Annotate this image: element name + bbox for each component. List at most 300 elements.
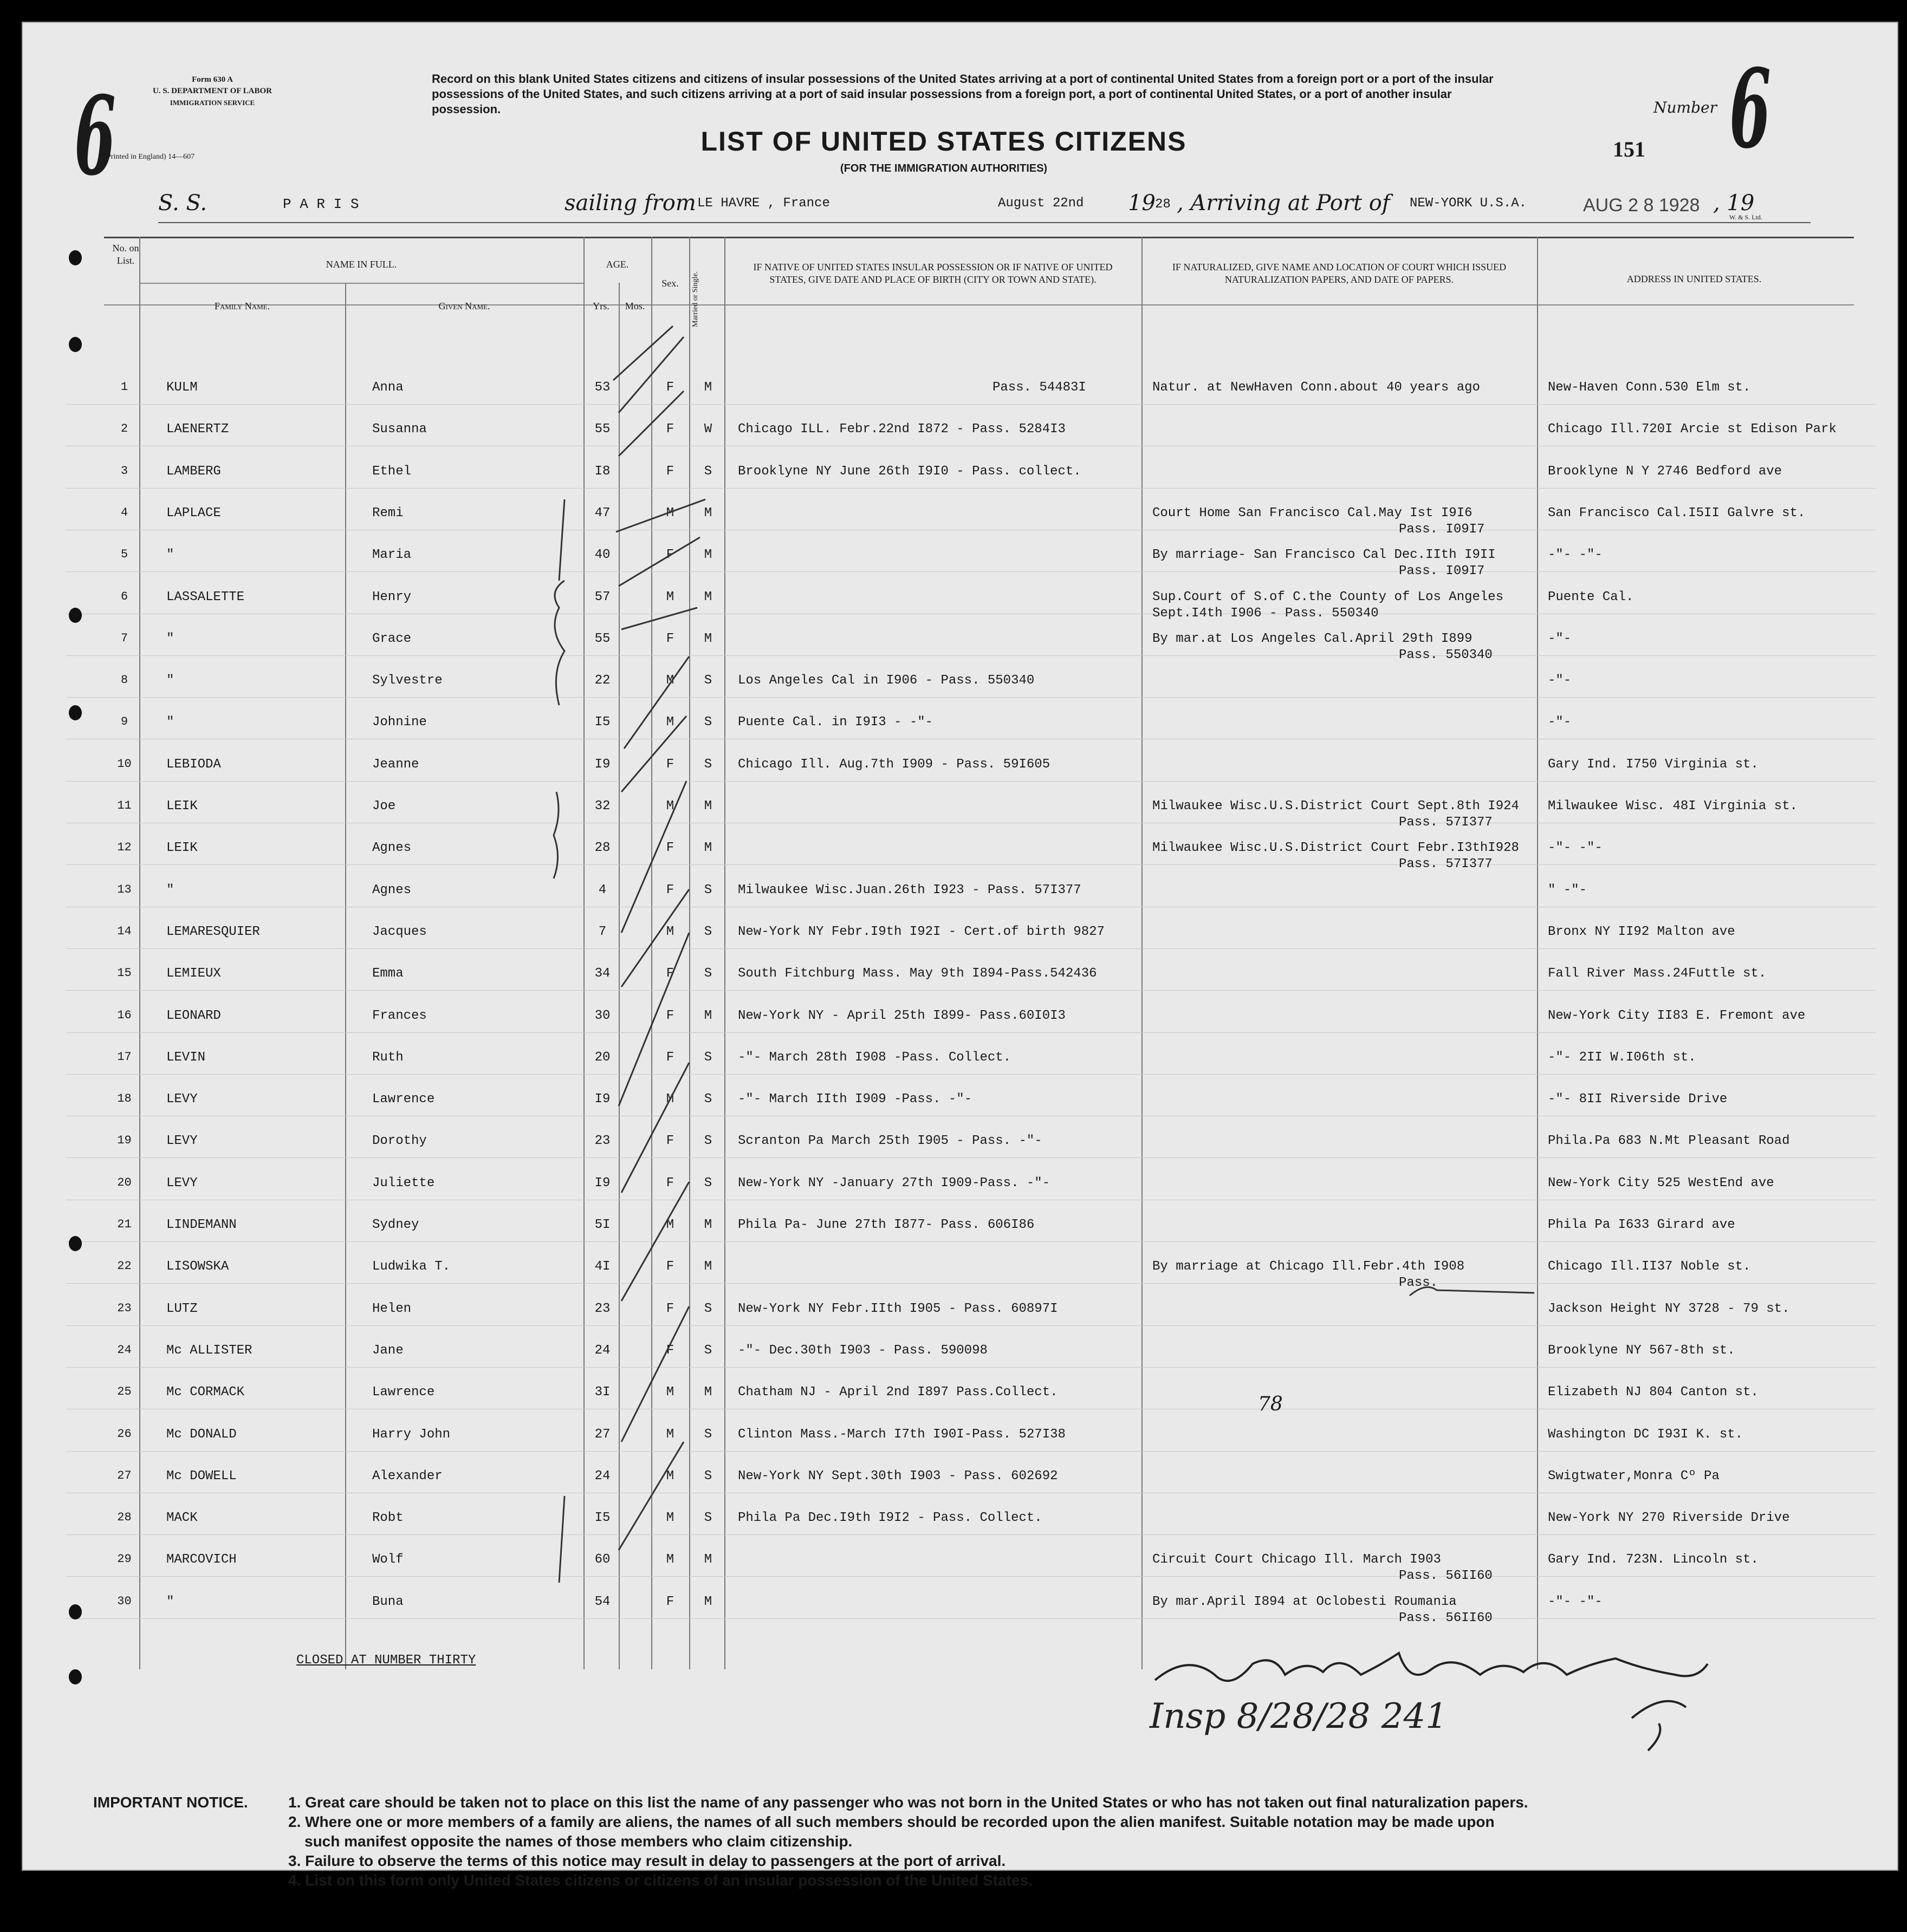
row-number: 11 (117, 799, 132, 812)
naturalization-pass: Pass. 56II60 (1399, 1610, 1493, 1625)
row-number: 4 (120, 505, 128, 519)
header-age: AGE. (606, 259, 629, 270)
age-years: 22 (594, 673, 611, 688)
marital-status: S (704, 1175, 712, 1191)
sailing-date: August 22nd (998, 196, 1084, 211)
binder-hole (69, 1669, 82, 1684)
family-name: LEMIEUX (166, 966, 221, 981)
row-number: 29 (117, 1552, 132, 1566)
sex: M (666, 505, 674, 521)
given-name: Henry (372, 589, 412, 604)
row-number: 15 (117, 966, 132, 980)
family-name: Mc ALLISTER (166, 1343, 252, 1358)
notice-item: such manifest opposite the names of those members who claim citizenship. (304, 1833, 853, 1850)
us-address: Gary Ind. 723N. Lincoln st. (1548, 1552, 1759, 1567)
birth-info: Pass. 54483I (993, 380, 1086, 395)
arriving-label: , Arriving at Port of (1177, 191, 1390, 216)
inspection-date: Insp 8/28/28 241 (1150, 1696, 1448, 1736)
question-mark-scribble (1404, 1279, 1540, 1301)
col-divider-family (345, 283, 346, 1669)
given-name: Ethel (372, 464, 412, 479)
birth-info: Chatham NJ - April 2nd I897 Pass.Collect. (738, 1385, 1058, 1400)
given-name: Lawrence (372, 1092, 435, 1107)
us-address: -"- (1548, 715, 1572, 730)
row-number: 28 (117, 1511, 132, 1525)
printed-note: Printed in England) 14—607 (107, 153, 195, 161)
header-address: ADDRESS IN UNITED STATES. (1626, 274, 1762, 284)
us-address: New-Haven Conn.530 Elm st. (1548, 380, 1751, 395)
age-years: 34 (594, 966, 611, 981)
us-address: Bronx NY II92 Malton ave (1548, 924, 1735, 939)
row-rule (66, 1157, 1876, 1158)
family-name: LUTZ (166, 1301, 198, 1316)
row-rule (66, 1534, 1876, 1535)
sex: F (666, 1301, 674, 1316)
family-name: Mc DOWELL (166, 1468, 237, 1484)
row-rule (66, 864, 1876, 865)
us-address: Elizabeth NJ 804 Canton st. (1548, 1385, 1759, 1400)
row-number: 6 (120, 589, 128, 603)
marital-status: S (704, 1468, 712, 1484)
birth-info: New-York NY Febr.IIth I905 - Pass. 60897I (738, 1301, 1058, 1316)
row-number: 12 (117, 841, 132, 855)
big-number-left: 6 (74, 73, 116, 200)
binder-hole (69, 705, 82, 720)
naturalization-info: Circuit Court Chicago Ill. March I903 (1152, 1552, 1441, 1567)
sex: M (666, 1385, 674, 1400)
family-name: LAPLACE (166, 505, 221, 521)
notice-item: 3. Failure to observe the terms of this notice may result in delay to passengers at the port of arrival. (288, 1852, 1006, 1869)
naturalization-pass: Pass. 57I377 (1399, 815, 1493, 830)
col-divider-naturalized (1537, 237, 1538, 1669)
row-rule (66, 948, 1876, 949)
name-header-divider (139, 283, 583, 284)
us-address: Brooklyne N Y 2746 Bedford ave (1548, 464, 1782, 479)
birth-info: South Fitchburg Mass. May 9th I894-Pass.542436 (738, 966, 1097, 981)
sailing-from: LE HAVRE , France (697, 196, 830, 211)
voyage-underline (158, 222, 1811, 223)
header-native: IF NATIVE OF UNITED STATES INSULAR POSSESSION OR IF NATIVE OF UNITED STATES, GIVE DATE AND PLACE OF BIRTH (CITY OR TOWN AND STATE). (753, 262, 1113, 285)
family-name: " (166, 673, 174, 688)
row-rule (66, 1618, 1876, 1619)
row-number: 8 (120, 673, 128, 687)
birth-info: Brooklyne NY June 26th I9I0 - Pass. collect. (738, 464, 1081, 479)
ss-label: S. S. (158, 191, 207, 216)
important-notice (93, 1793, 1528, 1890)
marital-status: S (704, 1301, 712, 1316)
binder-hole (69, 1604, 82, 1619)
header-name-in-full: NAME IN FULL. (326, 259, 397, 270)
given-name: Agnes (372, 882, 412, 897)
sex: F (666, 1008, 674, 1023)
age-years: 23 (594, 1301, 611, 1316)
department-name: U. S. DEPARTMENT OF LABOR (152, 87, 273, 95)
sex: M (666, 1218, 674, 1232)
marital-status: S (704, 924, 712, 939)
age-years: 4I (594, 1259, 611, 1274)
family-name: LISOWSKA (166, 1259, 229, 1274)
age-years: 5I (594, 1218, 611, 1232)
given-name: Remi (372, 505, 404, 521)
family-name: LASSALETTE (166, 589, 245, 604)
col-divider-native (1141, 237, 1143, 1669)
age-years: 28 (594, 841, 611, 856)
sex: F (666, 757, 674, 772)
us-address: Brooklyne NY 567-8th st. (1548, 1343, 1735, 1358)
sex: M (666, 715, 674, 730)
naturalization-info: By marriage- San Francisco Cal Dec.IIth I9II (1152, 548, 1496, 563)
margin-mark-78: 78 (1258, 1393, 1283, 1415)
sex: M (666, 1511, 674, 1526)
sailing-label: sailing from (565, 191, 696, 216)
big-number-right: 6 (1729, 45, 1771, 173)
sex: M (666, 1427, 674, 1442)
row-number: 20 (117, 1175, 132, 1189)
given-name: Sydney (372, 1218, 419, 1232)
row-rule (66, 1576, 1876, 1577)
given-name: Robt (372, 1511, 404, 1526)
age-years: 57 (594, 589, 611, 604)
marital-status: M (704, 380, 712, 395)
row-number: 2 (120, 422, 128, 436)
naturalization-pass: Pass. (1399, 1276, 1438, 1291)
marital-status: M (704, 1218, 712, 1232)
closed-note: CLOSED AT NUMBER THIRTY (296, 1653, 476, 1668)
sex: M (666, 924, 674, 939)
given-name: Ludwika T. (372, 1259, 451, 1274)
family-name: LEBIODA (166, 757, 221, 772)
naturalization-pass: Pass. 56II60 (1399, 1569, 1493, 1584)
row-number: 3 (120, 464, 128, 478)
family-name: " (166, 548, 174, 563)
birth-info: Chicago Ill. Aug.7th I909 - Pass. 59I605 (738, 757, 1050, 772)
header-mos: Mos. (625, 301, 645, 311)
given-name: Susanna (372, 422, 427, 437)
given-name: Grace (372, 631, 412, 646)
marital-status: M (704, 505, 712, 521)
sex: F (666, 1259, 674, 1274)
us-address: Puente Cal. (1548, 589, 1634, 604)
given-name: Jeanne (372, 757, 419, 772)
given-name: Wolf (372, 1552, 404, 1567)
bracket-marks (543, 489, 575, 1626)
birth-info: New-York NY -January 27th I909-Pass. -"- (738, 1175, 1050, 1191)
form-id-block (137, 74, 288, 108)
naturalization-pass: Pass. 550340 (1399, 647, 1493, 662)
naturalization-pass: Sept.I4th I906 - Pass. 550340 (1152, 606, 1379, 621)
birth-info: New-York NY Febr.I9th I92I - Cert.of birth 9827 (738, 924, 1105, 939)
age-years: 27 (594, 1427, 611, 1442)
row-rule (66, 781, 1876, 782)
naturalization-info: Natur. at NewHaven Conn.about 40 years ago (1152, 380, 1480, 395)
given-name: Joe (372, 799, 396, 814)
binder-hole (69, 1236, 82, 1251)
us-address: -"- -"- (1548, 1594, 1603, 1609)
birth-info: Phila Pa Dec.I9th I9I2 - Pass. Collect. (738, 1511, 1042, 1526)
marital-status: S (704, 1511, 712, 1526)
naturalization-info: Court Home San Francisco Cal.May Ist I9I6 (1152, 505, 1473, 521)
binder-hole (69, 337, 82, 352)
marital-status: M (704, 589, 712, 604)
marital-status: M (704, 1385, 712, 1400)
marital-status: M (704, 1552, 712, 1567)
naturalization-pass: Pass. I09I7 (1399, 522, 1485, 537)
family-name: LAMBERG (166, 464, 221, 479)
us-address: Chicago Ill.II37 Noble st. (1548, 1259, 1751, 1274)
given-name: Jane (372, 1343, 404, 1358)
us-address: Phila Pa I633 Girard ave (1548, 1218, 1735, 1232)
given-name: Anna (372, 380, 404, 395)
marital-status: S (704, 966, 712, 981)
sex: M (666, 673, 674, 688)
naturalization-info: By mar.April I894 at Oclobesti Roumania (1152, 1594, 1457, 1609)
port-name: NEW-YORK U.S.A. (1410, 196, 1527, 211)
age-years: 47 (594, 505, 611, 521)
header-yrs: Yrs. (593, 301, 609, 311)
binder-hole (69, 250, 82, 265)
sex: F (666, 422, 674, 437)
header-naturalized: IF NATURALIZED, GIVE NAME AND LOCATION OF COURT WHICH ISSUED NATURALIZATION PAPERS, AND DATE OF PAPERS. (1172, 262, 1507, 285)
col-divider-given (583, 237, 585, 1669)
row-rule (66, 1325, 1876, 1326)
given-name: Sylvestre (372, 673, 443, 688)
us-address: -"- (1548, 631, 1572, 646)
row-number: 9 (120, 715, 128, 729)
family-name: LEIK (166, 841, 198, 856)
sex: M (666, 589, 674, 604)
family-name: " (166, 631, 174, 646)
naturalization-pass: Pass. 57I377 (1399, 857, 1493, 872)
date-stamp: AUG 2 8 1928 (1583, 195, 1700, 216)
family-name: MARCOVICH (166, 1552, 237, 1567)
us-address: " -"- (1548, 882, 1587, 897)
age-years: I9 (594, 1092, 611, 1107)
age-years: 20 (594, 1050, 611, 1065)
us-address: Phila.Pa 683 N.Mt Pleasant Road (1548, 1134, 1790, 1149)
us-address: Jackson Height NY 3728 - 79 st. (1548, 1301, 1790, 1316)
preamble: Record on this blank United States citizens and citizens of insular possessions of the United States arriving at a port of continental United States from a foreign port or a port of the insular possessions of the United States, and such citizens arriving at a port of said insular possessions from a foreign port, a port of continental United States, or a port of another insular possession. (432, 72, 1494, 116)
notice-label: IMPORTANT NOTICE. (93, 1794, 248, 1811)
family-name: LEVY (166, 1134, 198, 1149)
row-number: 5 (120, 548, 128, 562)
row-number: 7 (120, 631, 128, 645)
page-title: LIST OF UNITED STATES CITIZENS (700, 126, 1187, 157)
age-years: 30 (594, 1008, 611, 1023)
row-number: 16 (117, 1008, 132, 1022)
marital-status: S (704, 715, 712, 730)
family-name: Mc DONALD (166, 1427, 237, 1442)
naturalization-info: By mar.at Los Angeles Cal.April 29th I899 (1152, 631, 1473, 646)
age-years: I8 (594, 464, 611, 479)
family-name: KULM (166, 380, 198, 395)
row-rule (66, 1451, 1876, 1452)
sex: F (666, 464, 674, 479)
family-name: LEIK (166, 799, 198, 814)
birth-info: Clinton Mass.-March I7th I90I-Pass. 527I38 (738, 1427, 1066, 1442)
marital-status: S (704, 1427, 712, 1442)
year-suffix: 28 (1155, 197, 1171, 212)
age-years: 24 (594, 1468, 611, 1484)
given-name: Buna (372, 1594, 404, 1609)
table-top-border (104, 237, 1854, 238)
given-name: Agnes (372, 841, 412, 856)
sex: F (666, 1134, 674, 1149)
age-years: 55 (594, 422, 611, 437)
header-married: Married or Single. (691, 271, 699, 327)
us-address: Gary Ind. I750 Virginia st. (1548, 757, 1759, 772)
row-rule (66, 571, 1876, 572)
given-name: Maria (372, 548, 412, 563)
check-marks (608, 304, 749, 1658)
birth-info: Milwaukee Wisc.Juan.26th I923 - Pass. 57I377 (738, 882, 1081, 897)
given-name: Dorothy (372, 1134, 427, 1149)
birth-info: New-York NY - April 25th I899- Pass.60I0I3 (738, 1008, 1066, 1023)
marital-status: M (704, 1259, 712, 1274)
row-number: 13 (117, 882, 132, 896)
given-name: Harry John (372, 1427, 451, 1442)
given-name: Johnine (372, 715, 427, 730)
row-number: 10 (117, 757, 132, 771)
birth-info: New-York NY Sept.30th I903 - Pass. 602692 (738, 1468, 1058, 1484)
birth-info: Phila Pa- June 27th I877- Pass. 606I86 (738, 1218, 1035, 1232)
naturalization-pass: Pass. I09I7 (1399, 564, 1485, 579)
row-rule (66, 1283, 1876, 1284)
sex: F (666, 1343, 674, 1358)
us-address: -"- -"- (1548, 841, 1603, 856)
marital-status: M (704, 631, 712, 646)
age-years: 23 (594, 1134, 611, 1149)
us-address: -"- -"- (1548, 548, 1603, 563)
printer-mark: W. & S. Ltd. (1729, 213, 1762, 221)
sex: M (666, 1552, 674, 1567)
age-years: 3I (594, 1385, 611, 1400)
given-name: Ruth (372, 1050, 404, 1065)
manifest-page (22, 22, 1898, 1889)
us-address: New-York NY 270 Riverside Drive (1548, 1511, 1790, 1526)
us-address: Washington DC I93I K. st. (1548, 1427, 1743, 1442)
family-name: " (166, 715, 174, 730)
sex: F (666, 380, 674, 395)
birth-info: -"- Dec.30th I903 - Pass. 590098 (738, 1343, 988, 1358)
sex: F (666, 966, 674, 981)
given-name: Jacques (372, 924, 427, 939)
marital-status: M (704, 548, 712, 563)
birth-info: Puente Cal. in I9I3 - -"- (738, 715, 933, 730)
sex: F (666, 1050, 674, 1065)
row-rule (66, 488, 1876, 489)
us-address: San Francisco Cal.I5II Galvre st. (1548, 505, 1806, 521)
marital-status: M (704, 799, 712, 814)
header-family: Family Name. (214, 301, 270, 311)
marital-status: M (704, 841, 712, 856)
sex: M (666, 799, 674, 814)
naturalization-info: Milwaukee Wisc.U.S.District Court Febr.I3thI928 (1152, 841, 1519, 856)
age-years: 55 (594, 631, 611, 646)
age-years: I9 (594, 1175, 611, 1191)
sex: M (666, 1092, 674, 1107)
row-rule (66, 1241, 1876, 1242)
us-address: -"- 8II Riverside Drive (1548, 1092, 1728, 1107)
age-years: 60 (594, 1552, 611, 1567)
row-rule (66, 404, 1876, 405)
birth-info: Scranton Pa March 25th I905 - Pass. -"- (738, 1134, 1042, 1149)
age-years: 32 (594, 799, 611, 814)
us-address: Chicago Ill.720I Arcie st Edison Park (1548, 422, 1837, 437)
marital-status: M (704, 1594, 712, 1609)
row-number: 14 (117, 924, 132, 938)
us-address: Milwaukee Wisc. 48I Virginia st. (1548, 799, 1798, 814)
age-years: 24 (594, 1343, 611, 1358)
age-years: 54 (594, 1594, 611, 1609)
sex: F (666, 1594, 674, 1609)
sex: M (666, 1468, 674, 1484)
marital-status: S (704, 1050, 712, 1065)
marital-status: M (704, 1008, 712, 1023)
marital-status: S (704, 1343, 712, 1358)
row-number: 22 (117, 1259, 132, 1273)
marital-status: S (704, 882, 712, 897)
given-name: Emma (372, 966, 404, 981)
row-number: 26 (117, 1427, 132, 1441)
us-address: Fall River Mass.24Futtle st. (1548, 966, 1767, 981)
family-name: LEVIN (166, 1050, 206, 1065)
notice-item: 1. Great care should be taken not to place on this list the name of any passenger who was not born in the United States or who has not taken out final naturalization papers. (288, 1794, 1528, 1811)
birth-info: Los Angeles Cal in I906 - Pass. 550340 (738, 673, 1035, 688)
family-name: LEVY (166, 1175, 198, 1191)
row-number: 27 (117, 1468, 132, 1482)
row-number: 30 (117, 1594, 132, 1608)
row-rule (66, 990, 1876, 991)
notice-item: 2. Where one or more members of a family are aliens, the names of all such members should be recorded upon the alien manifest. Suitable notation may be made upon (288, 1813, 1495, 1830)
header-no: No. on List. (112, 243, 139, 266)
family-name: " (166, 882, 174, 897)
row-number: 17 (117, 1050, 132, 1064)
family-name: " (166, 1594, 174, 1609)
family-name: LEMARESQUIER (166, 924, 260, 939)
header-sex: Sex. (661, 278, 679, 289)
row-number: 19 (117, 1134, 132, 1148)
naturalization-info: Milwaukee Wisc.U.S.District Court Sept.8th I924 (1152, 799, 1519, 814)
marital-status: S (704, 1134, 712, 1149)
marital-status: S (704, 464, 712, 479)
given-name: Helen (372, 1301, 412, 1316)
age-years: 7 (598, 924, 607, 939)
family-name: LAENERTZ (166, 422, 229, 437)
row-rule (66, 697, 1876, 698)
age-years: 40 (594, 548, 611, 563)
family-name: MACK (166, 1511, 198, 1526)
age-years: 53 (594, 380, 611, 395)
row-number: 24 (117, 1343, 132, 1357)
us-address: New-York City II83 E. Fremont ave (1548, 1008, 1806, 1023)
age-years: I5 (594, 715, 611, 730)
sex: F (666, 882, 674, 897)
given-name: Frances (372, 1008, 427, 1023)
ship-name: P A R I S (283, 196, 359, 212)
us-address: New-York City 525 WestEnd ave (1548, 1175, 1774, 1191)
age-years: 4 (598, 882, 607, 897)
row-rule (66, 1074, 1876, 1075)
marital-status: S (704, 1092, 712, 1107)
form-number: Form 630 A (192, 75, 233, 84)
marital-status: S (704, 673, 712, 688)
given-name: Lawrence (372, 1385, 435, 1400)
naturalization-info: By marriage at Chicago Ill.Febr.4th I908 (1152, 1259, 1465, 1274)
row-rule (66, 655, 1876, 656)
row-rule (66, 1367, 1876, 1368)
row-number: 25 (117, 1385, 132, 1399)
birth-info: Chicago ILL. Febr.22nd I872 - Pass. 5284I3 (738, 422, 1066, 437)
